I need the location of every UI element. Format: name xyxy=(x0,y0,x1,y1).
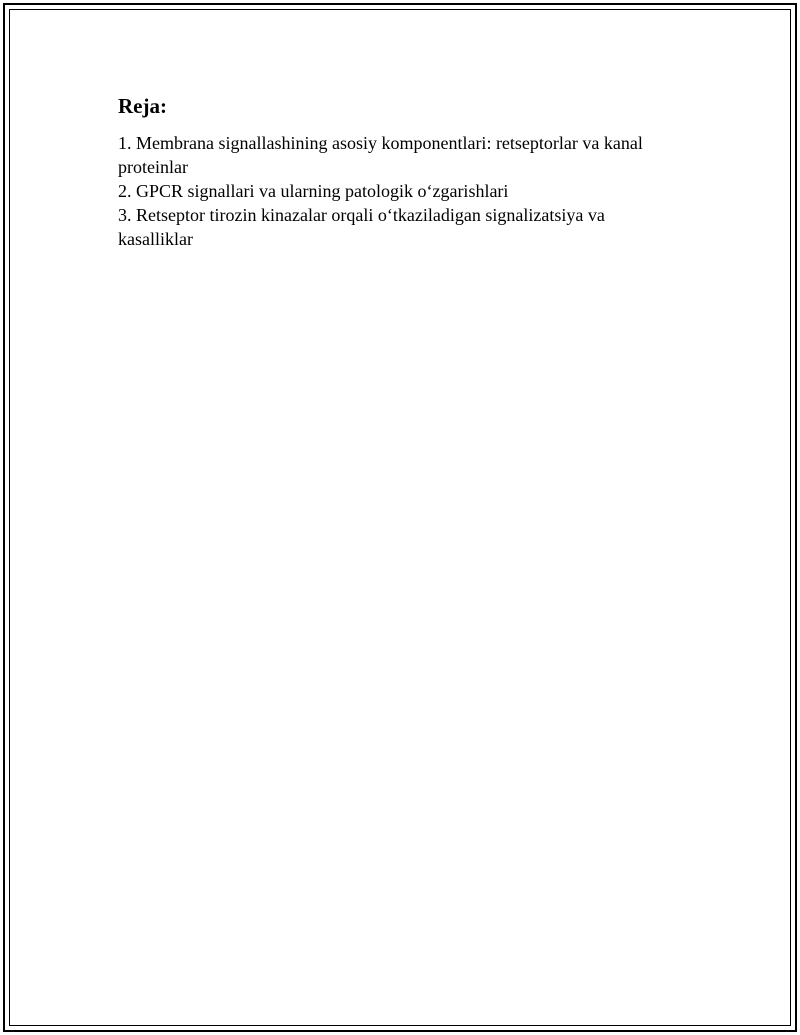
document-body xyxy=(118,93,678,251)
plan-item-3: 3. Retseptor tirozin kinazalar orqali o‘tkaziladigan signalizatsiya va kasalliklar xyxy=(118,205,605,249)
plan-heading: Reja: xyxy=(118,94,167,118)
plan-item-1: 1. Membrana signallashining asosiy komponentlari: retseptorlar va kanal proteinlar xyxy=(118,133,643,177)
plan-item-2: 2. GPCR signallari va ularning patologik o‘zgarishlari xyxy=(118,181,509,201)
plan-list xyxy=(118,131,678,251)
